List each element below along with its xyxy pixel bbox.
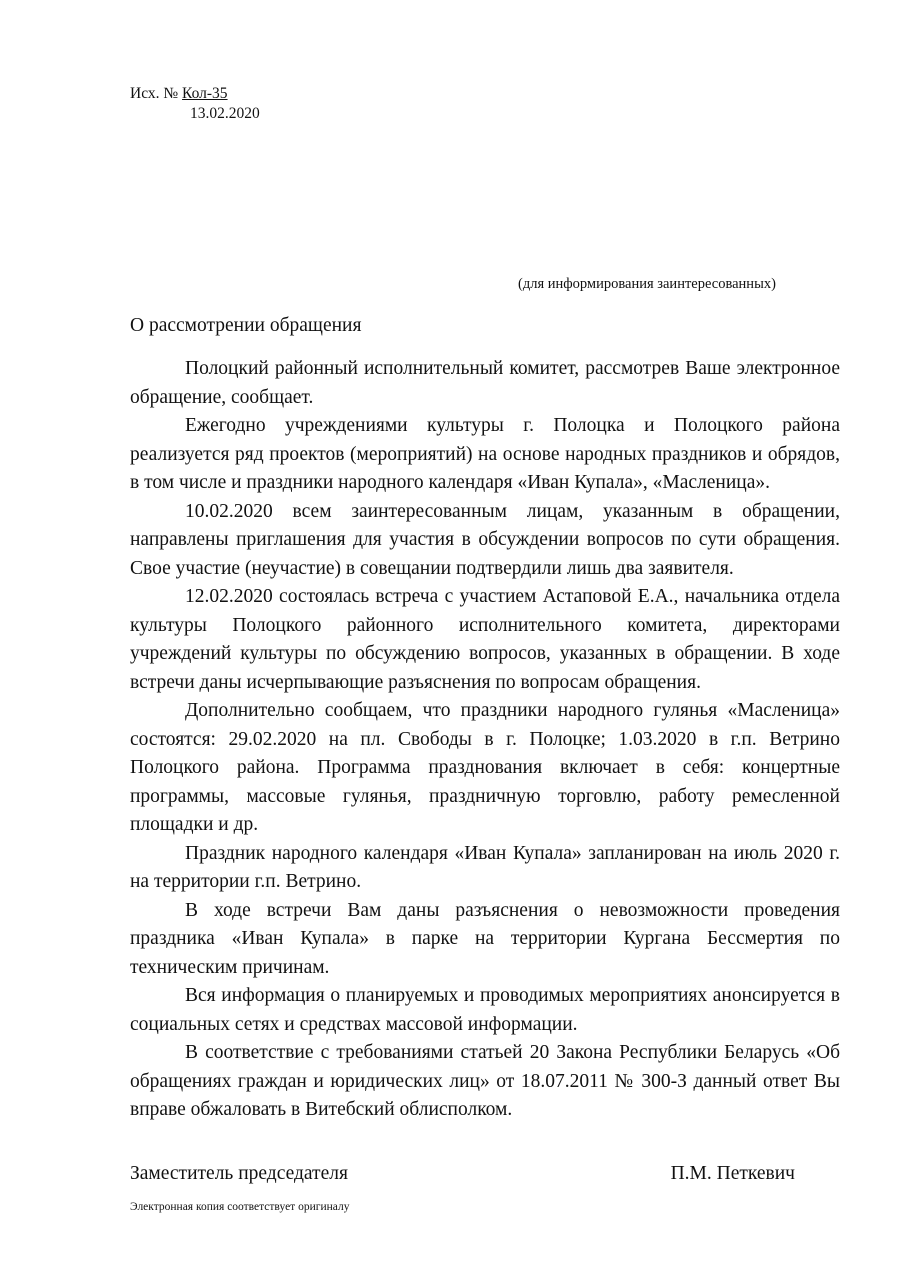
body-paragraph: Праздник народного календаря «Иван Купала» запланирован на июль 2020 г. на территории г.п. Ветрино. <box>130 842 840 892</box>
reference-number: Кол-35 <box>182 85 228 102</box>
body-paragraph: Полоцкий районный исполнительный комитет, рассмотрев Ваше электронное обращение, сообщает. <box>130 358 840 408</box>
signatory-name: П.М. Петкевич <box>670 1163 795 1184</box>
body-paragraph: 10.02.2020 всем заинтересованным лицам, указанным в обращении, направлены приглашения для участия в обсуждении вопросов по сути обращения. Свое участие (неучастие) в совещании подтвердили лишь два заявителя. <box>130 500 840 579</box>
body-paragraph: Ежегодно учреждениями культуры г. Полоцка и Полоцкого района реализуется ряд проектов (мероприятий) на основе народных праздников и обрядов, в том числе и праздники народного календаря «Иван Купала», «Масленица». <box>130 415 840 493</box>
body-paragraph: Дополнительно сообщаем, что праздники народного гулянья «Масленица» состоятся: 29.02.2020 на пл. Свободы в г. Полоцке; 1.03.2020 в г.п. Ветрино Полоцкого района. Программа празднования включает в себя: концертные программы, массовые гулянья, праздничную торговлю, работу ремесленной площадки и др. <box>130 700 840 835</box>
body-paragraph: В ходе встречи Вам даны разъяснения о невозможности проведения праздника «Иван Купала» в парке на территории Кургана Бессмертия по техническим причинам. <box>130 899 840 978</box>
addressee-note: (для информирования заинтересованных) <box>518 276 776 292</box>
signatory-role: Заместитель председателя <box>130 1163 348 1184</box>
electronic-copy-note: Электронная копия соответствует оригиналу <box>130 1201 350 1213</box>
body-paragraph: Вся информация о планируемых и проводимых мероприятиях анонсируется в социальных сетях и средствах массовой информации. <box>130 985 840 1035</box>
body-paragraph: 12.02.2020 состоялась встреча с участием Астаповой Е.А., начальника отдела культуры Полоцкого районного исполнительного комитета, директорами учреждений культуры по обсуждению вопросов, указанных в обращении. В ходе встречи даны исчерпывающие разъяснения по вопросам обращения. <box>130 586 840 693</box>
letter-subject: О рассмотрении обращения <box>130 315 362 336</box>
letter-body <box>130 355 840 1125</box>
outgoing-reference <box>130 84 260 124</box>
reference-label: Исх. № <box>130 85 179 102</box>
reference-date: 13.02.2020 <box>190 105 260 122</box>
body-paragraph: В соответствие с требованиями статьей 20 Закона Республики Беларусь «Об обращениях граждан и юридических лиц» от 18.07.2011 № 300-З данный ответ Вы вправе обжаловать в Витебский облисполком. <box>130 1042 840 1120</box>
